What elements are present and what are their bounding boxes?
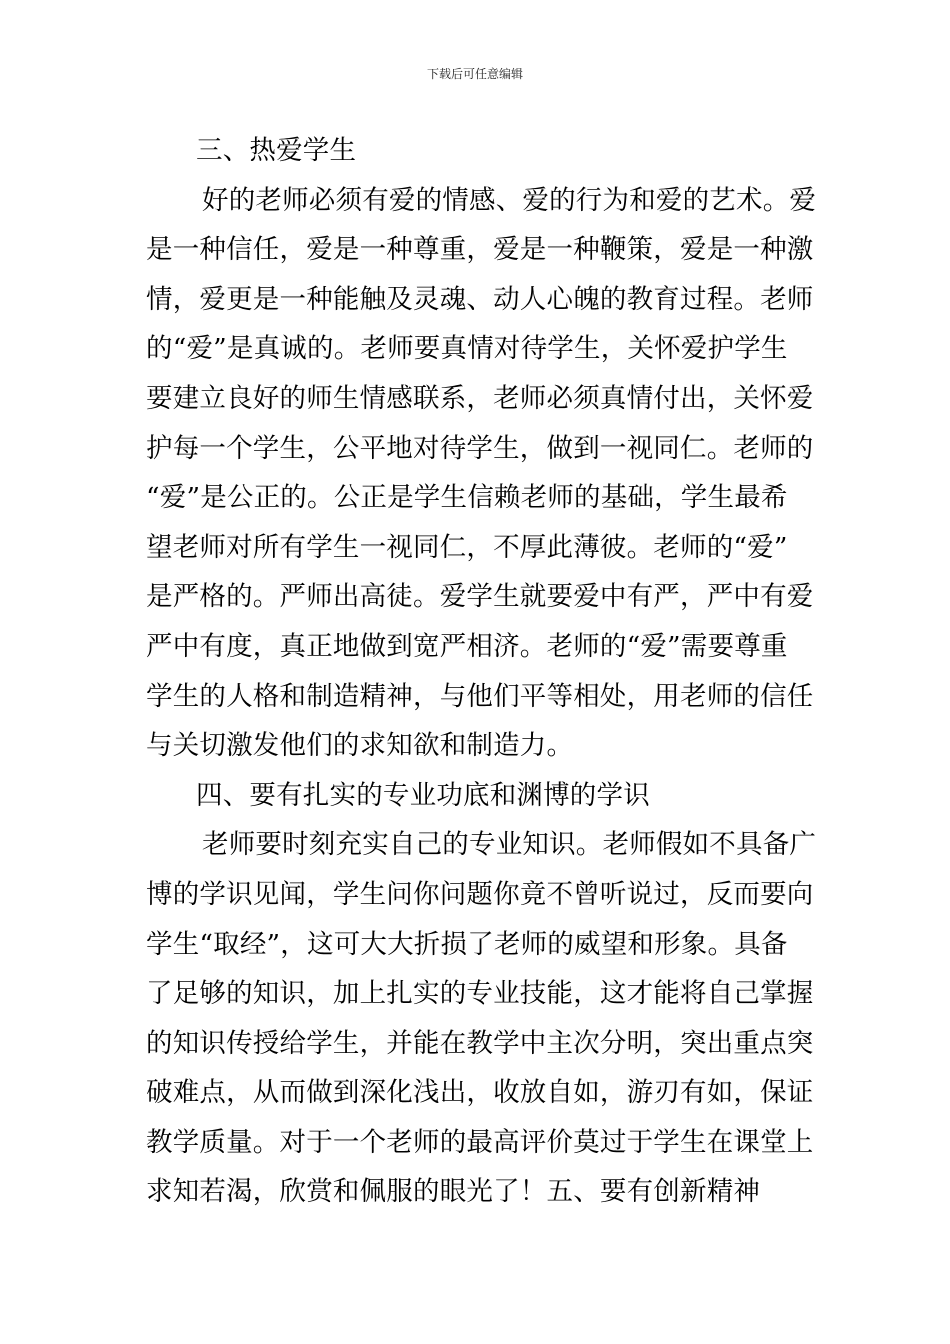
body-text xyxy=(146,126,817,1217)
paragraph-line: 严中有度，真正地做到宽严相济。老师的“爱”需要尊重 xyxy=(146,630,788,662)
paragraph-line: 学生“取经”，这可大大折损了老师的威望和形象。具备 xyxy=(146,928,788,960)
paragraph-line: 老师要时刻充实自己的专业知识。老师假如不具备广 xyxy=(202,829,817,861)
paragraph-line: 是严格的。严师出高徒。爱学生就要爱中有严，严中有爱 xyxy=(146,581,814,613)
paragraph-line: 情，爱更是一种能触及灵魂、动人心魄的教育过程。老师 xyxy=(146,283,814,315)
paragraph-line: 要建立良好的师生情感联系，老师必须真情付出，关怀爱 xyxy=(146,382,814,414)
paragraph-line: 教学质量。对于一个老师的最高评价莫过于学生在课堂上 xyxy=(146,1126,814,1158)
paragraph-line: 破难点，从而做到深化浅出，收放自如，游刃有如，保证 xyxy=(146,1077,814,1109)
paragraph-line: 求知若渴，欣赏和佩服的眼光了！五、要有创新精神 xyxy=(146,1176,761,1208)
paragraph-line: “爱”是公正的。公正是学生信赖老师的基础，学生最希 xyxy=(146,482,788,514)
paragraph-line: 了足够的知识，加上扎实的专业技能，这才能将自己掌握 xyxy=(146,978,814,1010)
paragraph-line: 的知识传授给学生，并能在教学中主次分明，突出重点突 xyxy=(146,1027,814,1059)
paragraph-line: 护每一个学生，公平地对待学生，做到一视同仁。老师的 xyxy=(146,432,814,464)
paragraph-line: 博的学识见闻，学生问你问题你竟不曾听说过，反而要向 xyxy=(146,878,814,910)
section-heading-4: 四、要有扎实的专业功底和渊博的学识 xyxy=(196,779,650,811)
paragraph-line: 学生的人格和制造精神，与他们平等相处，用老师的信任 xyxy=(146,680,814,712)
paragraph-line: 望老师对所有学生一视同仁，不厚此薄彼。老师的“爱” xyxy=(146,531,788,563)
section-heading-3: 三、热爱学生 xyxy=(196,135,357,166)
paragraph-line: 好的老师必须有爱的情感、爱的行为和爱的艺术。爱 xyxy=(202,184,817,216)
paragraph-line: 是一种信任，爱是一种尊重，爱是一种鞭策，爱是一种激 xyxy=(146,234,814,266)
paragraph-line: 的“爱”是真诚的。老师要真情对待学生，关怀爱护学生 xyxy=(146,333,788,365)
paragraph-line: 与关切激发他们的求知欲和制造力。 xyxy=(146,730,574,762)
header-note: 下载后可任意编辑 xyxy=(426,67,523,81)
